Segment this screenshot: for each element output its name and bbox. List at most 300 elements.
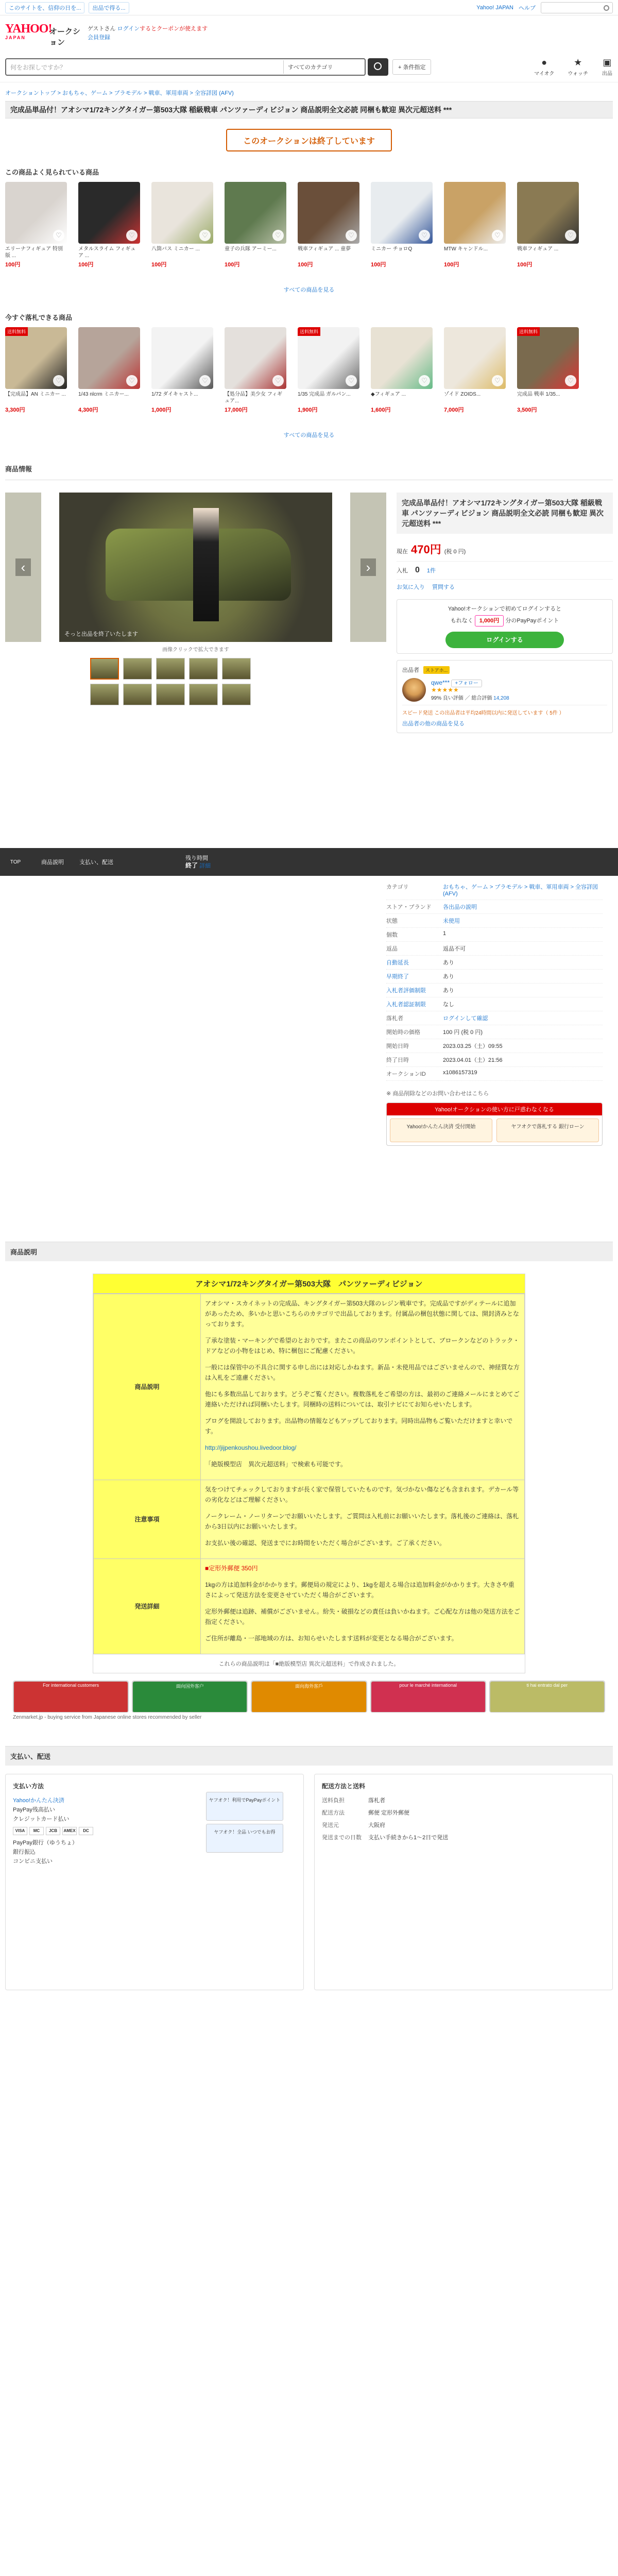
product-price-value: 1,900円 (298, 407, 318, 413)
description-title: アオシマ1/72キングタイガー第503大隊 パンツァーディビジョン (93, 1274, 525, 1294)
page-title: 完成品単品付！アオシマ1/72キングタイガー第503大隊 稲級戦車 パンツァーディビジョン 商品説明全文必読 同梱も歓迎 異次元超送料 *** (5, 101, 613, 118)
search-button[interactable] (368, 58, 388, 76)
product-price-value: 17,000円 (225, 407, 248, 413)
product-name[interactable]: ミニカー チョロQ (371, 246, 413, 252)
item-details-table (386, 880, 603, 1081)
buyer-banner[interactable] (132, 1681, 248, 1713)
product-price (78, 260, 140, 268)
heart-icon[interactable]: ♡ (53, 230, 64, 241)
buyer-banner-top: 面向海外客戶 (251, 1681, 366, 1713)
product-card[interactable] (5, 327, 67, 428)
description-paragraph: 気をつけてチェックしておりますが長く家で保管していたものです。気づかない傷なども含まれます。デカール等の劣化などはご理解ください。 (205, 1486, 519, 1503)
search-placeholder: 何をお探しですか？ (10, 63, 66, 71)
product-price (5, 260, 67, 268)
detail-key: ストア・ブランド (386, 904, 432, 910)
detail-value[interactable]: 各出品の説明 (443, 904, 477, 910)
product-price (5, 405, 67, 414)
description-paragraph[interactable]: http://jijpenkoushou.livedoor.blog/ (205, 1444, 297, 1451)
detail-key: 落札者 (386, 1015, 403, 1022)
description-paragraph: 「絶版模型店 異次元超送料」で検索も可能です。 (205, 1461, 347, 1468)
item-main (5, 493, 613, 848)
product-price (225, 260, 286, 268)
heart-icon[interactable]: ♡ (272, 230, 284, 241)
product-name[interactable]: 【処分品】美少女 フィギュア... (225, 392, 282, 404)
payment-line: コンビニ支払い (13, 1858, 53, 1865)
header-user-info (88, 25, 208, 42)
remaining-detail-link[interactable]: 詳細 (199, 862, 211, 869)
popular-items-title: 今すぐ落札できる商品 (5, 314, 73, 321)
product-thumbnail[interactable] (517, 182, 579, 244)
payment-line: クレジットカード払い (13, 1816, 70, 1822)
main-image[interactable] (5, 493, 386, 642)
banner-item[interactable]: Yahoo!かんたん決済 受付開始 (390, 1118, 492, 1142)
buyer-banner-top: pour le marché international (371, 1681, 486, 1713)
thumbnail[interactable] (123, 658, 152, 680)
product-price (371, 260, 433, 268)
buyer-banner[interactable] (370, 1681, 486, 1713)
condition-button[interactable]: + 条件指定 (392, 59, 431, 75)
login-points: 1,000円 (475, 615, 504, 626)
detail-key: オークションID (386, 1071, 426, 1077)
detail-value: あり (443, 960, 454, 966)
detail-key: 個数 (386, 932, 398, 938)
description-row (94, 1480, 525, 1559)
detail-key: 入札者評価制限 (386, 988, 426, 994)
buyer-banner-top: 面向国外客户 (132, 1681, 247, 1713)
seller-label: 出品者 (402, 667, 419, 673)
detail-row (386, 914, 603, 928)
kv-key: 発送までの日数 (322, 1835, 362, 1841)
product-card[interactable] (371, 182, 433, 282)
next-arrow-icon[interactable]: › (360, 558, 376, 576)
amex-icon: AMEX (62, 1827, 77, 1835)
detail-row (386, 1053, 603, 1067)
free-shipping-badge: 送料無料 (298, 327, 320, 336)
detail-value: 返品不可 (443, 946, 466, 952)
international-buyer-banners (13, 1681, 605, 1713)
payment-methods-box (5, 1774, 304, 1990)
detail-row (386, 1025, 603, 1039)
product-name[interactable]: 童子の兵隊 アーミー... (225, 246, 277, 252)
remaining-time (185, 855, 211, 870)
inquiry-notice[interactable]: ※ 商品削除などのお問い合わせはこちら (386, 1091, 489, 1097)
bids-history-link[interactable]: 1件 (426, 568, 436, 574)
heart-icon[interactable]: ♡ (492, 375, 503, 386)
free-shipping-badge: 送料無料 (517, 327, 540, 336)
heart-icon[interactable]: ♡ (419, 375, 430, 386)
popular-items-carousel (5, 327, 613, 428)
product-price (151, 405, 213, 414)
payment-heading: 支払い、配送 (5, 1746, 613, 1766)
payment-line: PayPay残高払い (13, 1807, 55, 1813)
product-price-value: 7,000円 (444, 407, 464, 413)
mastercard-icon: MC (29, 1827, 44, 1835)
kv-value: 大阪府 (368, 1822, 385, 1828)
detail-value: 2023.04.01（土）21:56 (443, 1057, 503, 1063)
product-price (444, 260, 506, 268)
detail-value: x1086157319 (443, 1070, 477, 1076)
product-card[interactable] (151, 182, 213, 282)
current-price: 470円 (411, 543, 441, 556)
product-price (444, 405, 506, 414)
product-price-value: 100円 (225, 262, 240, 268)
shipping-title: 配送方法と送料 (322, 1783, 366, 1790)
detail-row (386, 997, 603, 1011)
detail-row (386, 928, 603, 942)
product-card[interactable] (298, 182, 359, 282)
speed-shipping-note: スピード発送 この出品者は平均24時間以内に発送しています（ 5件 ） (402, 705, 607, 716)
usage-banner-title: Yahoo!オークションの使い方に戸惑わなくなる (387, 1103, 602, 1115)
search-row (0, 52, 618, 82)
detail-key: 返品 (386, 946, 398, 952)
product-price-value: 100円 (151, 262, 167, 268)
product-name[interactable]: ゾイド ZOIDS... (444, 392, 481, 397)
product-name[interactable]: MTW キャンドル... (444, 246, 488, 252)
product-card[interactable] (444, 182, 506, 282)
buyer-banner[interactable] (13, 1681, 129, 1713)
description-key: 発送詳細 (94, 1559, 201, 1654)
kv-key: 送料負担 (322, 1798, 345, 1804)
description-row (94, 1559, 525, 1654)
kv-value: 郵便 定形外郵便 (368, 1810, 410, 1816)
myauction-button[interactable] (534, 57, 554, 77)
detail-row (386, 1067, 603, 1081)
product-price-value: 1,000円 (151, 407, 171, 413)
product-card[interactable] (151, 327, 213, 428)
product-thumbnail[interactable] (371, 327, 433, 389)
heart-icon[interactable]: ♡ (199, 375, 211, 386)
top-notice[interactable]: 出品で得る... (89, 2, 129, 13)
detail-key: 状態 (386, 918, 398, 924)
visa-icon: VISA (13, 1827, 27, 1835)
help-search-input[interactable] (541, 2, 613, 13)
heart-icon[interactable]: ♡ (565, 375, 576, 386)
thumbnail[interactable] (156, 684, 185, 705)
product-card[interactable] (371, 327, 433, 428)
search-input[interactable] (5, 58, 366, 76)
login-points-suffix: 分のPayPayポイント (505, 618, 559, 624)
follow-button[interactable]: +フォロー (451, 680, 482, 687)
popular-more-link[interactable]: すべての商品を見る (283, 432, 335, 438)
product-price-value: 1,600円 (371, 407, 391, 413)
item-title: 完成品単品付！アオシマ1/72キングタイガー第503大隊 稲級戦車 パンツァーディビジョン 商品説明全文必読 同梱も歓迎 異次元超送料 *** (397, 493, 613, 534)
buyer-banner-note: Zenmarket.jp - buying service from Japanese online stores recommended by seller (13, 1715, 202, 1720)
login-button[interactable]: ログインする (445, 632, 564, 648)
guest-label: ゲストさん (88, 26, 116, 32)
heart-icon[interactable]: ♡ (565, 230, 576, 241)
image-gallery (5, 493, 386, 848)
price-line (397, 541, 613, 562)
description-paragraph: 一般には保管中の不具合に関する申し出には対応しかねます。新品・未使用品ではございませんので、神経質な方は入札をご遠慮ください。 (205, 1364, 520, 1381)
kv-key: 発送元 (322, 1822, 339, 1828)
detail-row (386, 970, 603, 984)
product-price (225, 405, 286, 414)
seller-other-items-link[interactable]: 出品者の他の商品を見る (402, 721, 465, 727)
category-select[interactable]: すべてのカテゴリ (283, 60, 360, 74)
heart-icon[interactable]: ♡ (419, 230, 430, 241)
product-thumbnail[interactable] (5, 327, 67, 389)
detail-value[interactable]: ログインして確認 (443, 1015, 488, 1022)
detail-row (386, 942, 603, 956)
product-card[interactable] (444, 327, 506, 428)
product-name[interactable]: 八箇バス ミニカー ... (151, 246, 200, 252)
product-price-value: 3,500円 (517, 407, 537, 413)
detail-key: 早期終了 (386, 974, 409, 980)
detail-key: 入札者認証制限 (386, 1002, 426, 1008)
bids-count: 0 (415, 566, 420, 574)
buyer-banner[interactable] (489, 1681, 605, 1713)
detail-row (386, 1011, 603, 1025)
register-link[interactable]: 会員登録 (88, 35, 110, 41)
description-table (93, 1294, 525, 1654)
payment-promos (206, 1789, 283, 1856)
easy-payment-link[interactable]: Yahoo!かんたん決済 (13, 1798, 65, 1804)
description-key: 商品説明 (94, 1294, 201, 1480)
tab-description[interactable]: 商品説明 (41, 859, 64, 866)
user-icon: ● (541, 57, 547, 67)
rating-label: 総合評価 (471, 696, 492, 701)
payment-section (5, 1774, 613, 1990)
product-name[interactable]: 1/72 ダイキャスト... (151, 392, 198, 397)
product-name[interactable]: ◆フィギュア ... (371, 392, 406, 397)
heart-icon[interactable]: ♡ (53, 375, 64, 386)
product-price-value: 3,300円 (5, 407, 25, 413)
product-name[interactable]: 戦車フィギュア ... (517, 246, 559, 252)
product-thumbnail[interactable] (517, 327, 579, 389)
product-price (298, 405, 359, 414)
login-promo (397, 599, 613, 654)
thumbnail-strip (90, 658, 386, 705)
payment-line: 銀行振込 (13, 1849, 36, 1855)
description-box (93, 1274, 525, 1673)
product-card[interactable] (225, 327, 286, 428)
detail-value: あり (443, 974, 454, 980)
heart-icon[interactable]: ♡ (199, 230, 211, 241)
heart-icon[interactable]: ♡ (272, 375, 284, 386)
detail-value: 1 (443, 930, 447, 937)
description-paragraph: ■定形外郵便 350円 (205, 1565, 258, 1572)
watchlist-button[interactable] (568, 57, 588, 77)
product-price-value: 100円 (5, 262, 21, 268)
description-paragraph: アオシマ・スカイネットの完成品、キングタイガー第503大隊のレジン戦車です。完成品ですがディテールに追加があったため、多いかと思いこちらのカテゴリで出品しております。付属品の梱包状態に関しては、開封済みとなっております。 (205, 1300, 519, 1328)
top-notices (5, 2, 129, 13)
product-photo[interactable] (59, 493, 332, 642)
heart-icon[interactable]: ♡ (126, 375, 138, 386)
header-icons (534, 57, 613, 77)
zoom-note: 画像クリックで拡大できます (162, 647, 229, 653)
product-thumbnail[interactable] (298, 327, 359, 389)
paypay-promo[interactable]: ヤフオク！利用でPayPayポイント (206, 1792, 283, 1821)
detail-key: カテゴリ (386, 884, 409, 890)
description-value (201, 1294, 525, 1480)
description-row (94, 1294, 525, 1480)
seller-name[interactable]: qwe*** (431, 679, 450, 686)
description-heading: 商品説明 (5, 1242, 613, 1261)
product-thumbnail[interactable] (444, 327, 506, 389)
product-name[interactable]: 1/43 nlcrm ミニカー... (78, 392, 129, 397)
description-value (201, 1480, 525, 1559)
product-price-value: 100円 (371, 262, 386, 268)
description-footer: これらの商品説明は「■絶版模型店 異次元超送料」で作成されました。 (218, 1661, 400, 1667)
yahoo-japan-link[interactable]: Yahoo! JAPAN (476, 5, 513, 11)
detail-value: なし (443, 1002, 454, 1008)
sell-button[interactable] (602, 57, 613, 77)
description-paragraph: ご住所が離島・一部地域の方は、お知らせいたします送料が変更となる場合がございます。 (205, 1635, 458, 1642)
favorite-button[interactable]: お気に入り (397, 584, 425, 590)
thumbnail[interactable] (123, 684, 152, 705)
good-label: 良い評価 (442, 696, 464, 701)
description-value (201, 1559, 525, 1654)
back-to-top-button[interactable]: TOP (10, 859, 21, 865)
details-spacer (5, 876, 386, 1206)
product-thumbnail[interactable] (298, 182, 359, 244)
heart-icon[interactable]: ♡ (126, 230, 138, 241)
buyer-banner-top: For international customers (13, 1681, 128, 1713)
product-thumbnail[interactable] (444, 182, 506, 244)
product-name[interactable]: 戦車フィギュア ... 童夢 (298, 246, 351, 252)
description-paragraph: 1kgの方は追加料金がかかります。郵便局の規定により、1kgを超える場合は追加料金がかかります。大きさや重さによって発送方法を変更させていただく場合がございます。 (205, 1581, 514, 1599)
jcb-icon: JCB (46, 1827, 60, 1835)
product-thumbnail[interactable] (371, 182, 433, 244)
figure-model (193, 508, 219, 621)
detail-key: 開始日時 (386, 1043, 409, 1049)
thumbnail[interactable] (222, 684, 251, 705)
description-key: 注意事項 (94, 1480, 201, 1559)
camera-icon: ▣ (603, 57, 612, 67)
detail-value: 100 円 (税 0 円) (443, 1029, 483, 1036)
product-name[interactable]: 完成品 戦車 1/35... (517, 392, 560, 397)
banner-item[interactable]: ヤフオクで落札する 銀行ローン (496, 1118, 599, 1142)
thumbnail[interactable] (189, 658, 218, 680)
thumbnail[interactable] (156, 658, 185, 680)
icon-label: 出品 (602, 71, 612, 77)
product-price (151, 260, 213, 268)
product-card[interactable] (298, 327, 359, 428)
description-paragraph: ノークレーム・ノーリターンでお願いいたします。ご質問は入札前にお願いいたします。落札後のご連絡は、落札から3日以内にお願いいたします。 (205, 1513, 519, 1530)
heart-icon[interactable]: ♡ (346, 375, 357, 386)
yahoo-promo[interactable]: ヤフオク！全品 いつでもお得 (206, 1824, 283, 1853)
product-thumbnail[interactable] (151, 182, 213, 244)
product-name[interactable]: 【完成品】AN ミニカー ... (5, 392, 66, 397)
product-price (371, 405, 433, 414)
description-paragraph: 了承な塗装・マーキングで希望のとおりです。またこの商品のワンポイントとして、ブロークンなどのトラック・ドアなどの小物をはじめ、特に梱包にご配慮ください。 (205, 1337, 520, 1354)
product-card[interactable] (78, 182, 140, 282)
top-right (476, 2, 613, 13)
item-info-heading: 商品情報 (5, 457, 613, 480)
rating-count[interactable]: 14,208 (493, 696, 509, 701)
payment-methods-title: 支払い方法 (13, 1783, 44, 1790)
similar-more-link[interactable]: すべての商品を見る (283, 287, 335, 293)
product-price-value: 100円 (298, 262, 313, 268)
tab-payment[interactable]: 支払い、配送 (79, 859, 113, 866)
product-thumbnail[interactable] (225, 327, 286, 389)
kv-key: 配送方法 (322, 1810, 345, 1816)
bids-label: 入札 (397, 568, 408, 574)
logo-main: YAHOO! (5, 22, 52, 36)
star-icon: ★ (574, 57, 582, 67)
kv-value: 支払い手続きから1～2日で発送 (368, 1835, 449, 1841)
product-thumbnail[interactable] (151, 327, 213, 389)
detail-row (386, 900, 603, 914)
product-card[interactable] (225, 182, 286, 282)
product-name[interactable]: メタルスライム フィギュア ... (78, 246, 136, 259)
login-link[interactable]: ログイン (117, 26, 140, 32)
similar-items-title: この商品よく見られている商品 (5, 168, 99, 176)
product-name[interactable]: エリーナフィギュア 特別版 ... (5, 246, 63, 259)
yahoo-auction-logo[interactable] (5, 22, 82, 47)
logo-service: オークション (49, 27, 81, 47)
detail-row (386, 956, 603, 970)
detail-value[interactable]: 未使用 (443, 918, 460, 924)
product-thumbnail[interactable] (78, 182, 140, 244)
heart-icon[interactable]: ♡ (492, 230, 503, 241)
detail-row (386, 1039, 603, 1053)
login-points-prefix: もれなく (450, 618, 473, 624)
product-price-value: 100円 (517, 262, 533, 268)
similar-items-carousel (5, 182, 613, 282)
shipping-box (314, 1774, 613, 1990)
detail-value[interactable]: おもちゃ、ゲーム > プラモデル > 戦車、軍用車両 > 全容詳図 (AFV) (443, 884, 598, 897)
description-paragraph: 定形外郵便は追跡、補償がございません。紛失・破損などの責任は負いかねます。ご心配な方は他の発送方法をご指定ください。 (205, 1608, 520, 1625)
product-thumbnail[interactable] (5, 182, 67, 244)
prev-arrow-icon[interactable]: ‹ (15, 558, 31, 576)
detail-key: 終了日時 (386, 1057, 409, 1063)
product-price (298, 260, 359, 268)
detail-row (386, 984, 603, 997)
item-details-section (5, 876, 613, 1206)
detail-value: あり (443, 988, 454, 994)
item-info-panel (397, 493, 613, 848)
product-thumbnail[interactable] (225, 182, 286, 244)
free-shipping-badge: 送料無料 (5, 327, 28, 336)
thumbnail[interactable] (90, 658, 119, 680)
thumbnail[interactable] (189, 684, 218, 705)
product-card[interactable] (517, 182, 579, 282)
kv-value: 落札者 (368, 1798, 385, 1804)
usage-banner[interactable] (386, 1103, 603, 1146)
product-card[interactable] (5, 182, 67, 282)
breadcrumb[interactable]: オークショントップ > おもちゃ、ゲーム > プラモデル > 戦車、軍用車両 > 全容詳図 (AFV) (5, 90, 234, 96)
seller-stars: ★★★★★ (431, 686, 459, 693)
ask-question-button[interactable]: 質問する (432, 584, 455, 590)
detail-value: 2023.03.25（土）09:55 (443, 1043, 503, 1049)
product-price (517, 260, 579, 268)
heart-icon[interactable]: ♡ (346, 230, 357, 241)
help-link[interactable]: ヘルプ (519, 5, 536, 11)
seller-avatar[interactable] (402, 678, 426, 702)
product-card[interactable] (517, 327, 579, 428)
icon-label: ウォッチ (568, 71, 588, 77)
top-notice[interactable]: このサイトを、信仰の日を... (5, 2, 84, 13)
item-actions (397, 580, 613, 594)
icon-label: マイオク (534, 71, 555, 77)
product-price-value: 100円 (78, 262, 94, 268)
product-card[interactable] (78, 327, 140, 428)
product-price (517, 405, 579, 414)
product-name[interactable]: 1/35 完成品 ガルパン... (298, 392, 351, 397)
remaining-value: 終了 (185, 861, 198, 869)
buyer-banner[interactable] (251, 1681, 367, 1713)
sticky-nav-bar (0, 848, 618, 876)
seller-badge: ストアホ... (423, 666, 450, 674)
diners-icon: DC (79, 1827, 93, 1835)
thumbnail[interactable] (90, 684, 119, 705)
detail-row (386, 880, 603, 900)
price-label: 現在 (397, 549, 408, 555)
product-thumbnail[interactable] (78, 327, 140, 389)
thumbnail[interactable] (222, 658, 251, 680)
logo-sub: JAPAN (5, 35, 26, 40)
